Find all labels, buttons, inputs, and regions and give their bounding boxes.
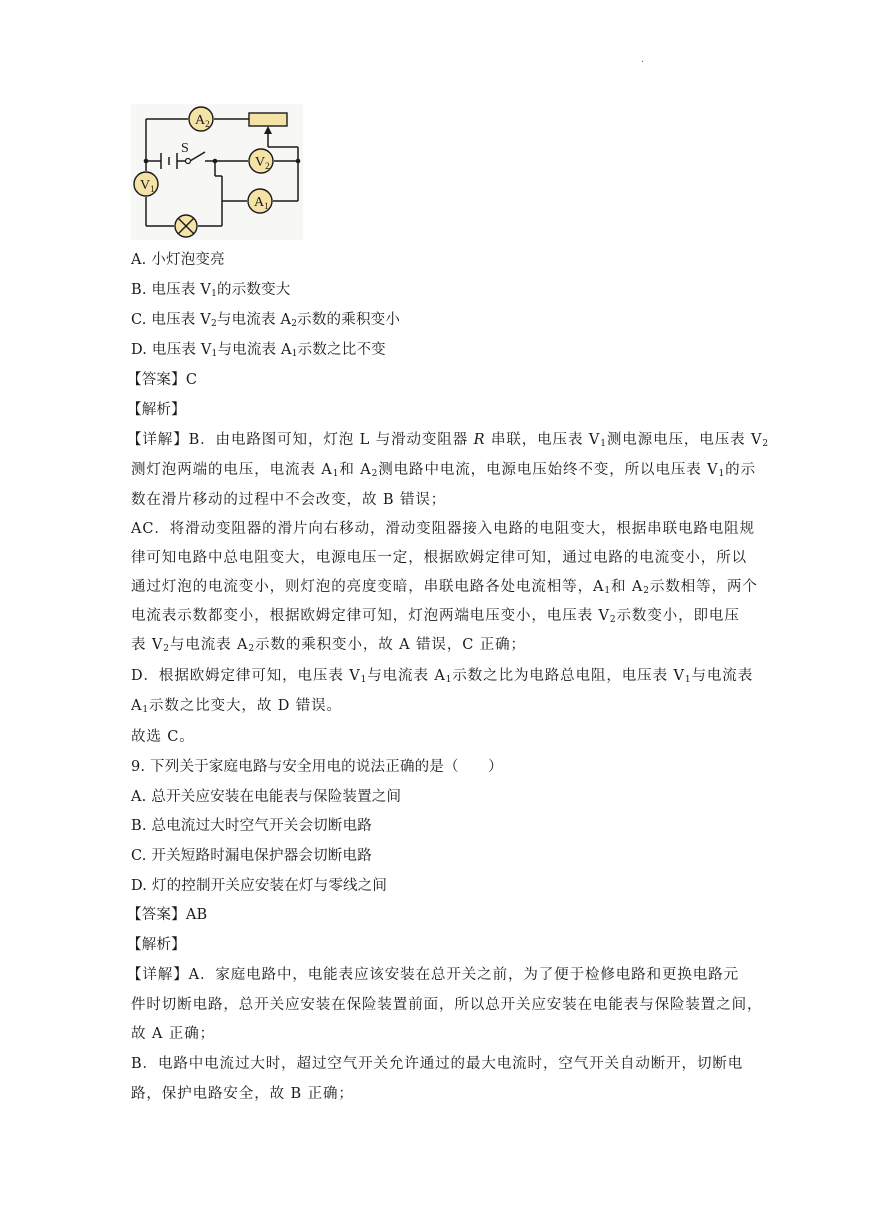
q8-answer: 【答案】C: [127, 372, 198, 388]
rheostat: [249, 113, 287, 126]
voltmeter-v1: [134, 172, 158, 196]
q9-detail-line: 故 A 正确；: [131, 1026, 215, 1042]
circuit-diagram: [131, 104, 303, 240]
q8-option-c: C. 电压表 $V_2$与电流表 $A_2$示数的乘积变小: [131, 312, 401, 329]
q9-question: 9. 下列关于家庭电路与安全用电的说法正确的是（ ）: [131, 759, 503, 775]
q9-detail-line: 【详解】A．家庭电路中，电能表应该安装在总开关之前，为了便于检修电路和更换电路元: [127, 967, 739, 983]
q9-option-a: A. 总开关应安装在电能表与保险装置之间: [131, 789, 402, 805]
q8-detail-line: 【详解】B．由电路图可知，灯泡 L 与滑动变阻器 R 串联，电压表 $V_1$测电源电压，电压表 $V_2$: [127, 432, 770, 449]
q9-option-d: D. 灯的控制开关应安装在灯与零线之间: [131, 878, 388, 894]
q9-analysis-label: 【解析】: [127, 937, 186, 953]
svg-text:A1: $A_1$: [254, 195, 269, 211]
q8-detail-line: 测灯泡两端的电压，电流表 $A_1$和 $A_2$测电路中电流，电源电压始终不变，所以电压表 $V_1$的示: [131, 462, 756, 479]
svg-text:A2: $A_2$: [195, 113, 210, 129]
q8-detail-line: $A_1$示数之比变大，故 D 错误。: [131, 698, 342, 715]
q8-detail-line: 电流表示数都变小，根据欧姆定律可知，灯泡两端电压变小，电压表 $V_2$示数变小，即电压: [131, 608, 740, 625]
q8-detail-line: 律可知电路中总电阻变大，电源电压一定，根据欧姆定律可知，通过电路的电流变小，所以: [131, 550, 747, 566]
q8-detail-line: 通过灯泡的电流变小，则灯泡的亮度变暗，串联电路各处电流相等，$A_1$和 $A_2$示数相等，两个: [131, 579, 758, 596]
svg-text:V1: $V_1$: [140, 178, 155, 194]
q8-detail-line: AC．将滑动变阻器的滑片向右移动，滑动变阻器接入电路的电阻变大，根据串联电路电阻规: [131, 521, 755, 537]
page-marker-dot: .: [641, 54, 645, 65]
q9-detail-line: 路，保护电路安全，故 B 正确；: [131, 1086, 354, 1102]
q8-option-a: A. 小灯泡变亮: [131, 252, 225, 268]
voltmeter-v2: [249, 149, 273, 173]
ammeter-a1: [248, 189, 272, 213]
lamp-icon: [175, 215, 197, 237]
q9-detail-line: B．电路中电流过大时，超过空气开关允许通过的最大电流时，空气开关自动断开，切断电: [131, 1056, 744, 1072]
q9-option-c: C. 开关短路时漏电保护器会切断电路: [131, 848, 372, 864]
q8-detail-line: 表 $V_2$与电流表 $A_2$示数的乘积变小，故 A 错误，C 正确；: [131, 637, 526, 654]
q8-detail-line: 数在滑片移动的过程中不会改变，故 B 错误；: [131, 492, 447, 508]
q8-option-b: B. 电压表 $V_1$的示数变大: [131, 282, 291, 299]
q8-conclusion: 故选 C。: [131, 729, 195, 745]
q8-analysis-label: 【解析】: [127, 402, 186, 418]
q8-detail-line: D．根据欧姆定律可知，电压表 $V_1$与电流表 $A_1$示数之比为电路总电阻，电压表 $V_1$与电流表: [131, 668, 754, 685]
switch-pivot: [186, 159, 191, 164]
svg-text:V2: $V_2$: [255, 155, 270, 171]
q9-detail-line: 件时切断电路，总开关应安装在保险装置前面，所以总开关应安装在电能表与保险装置之间，: [131, 997, 763, 1013]
switch-label: S: [181, 141, 189, 156]
q9-answer: 【答案】AB: [127, 907, 208, 923]
ammeter-a2: [189, 107, 213, 131]
q9-option-b: B. 总电流过大时空气开关会切断电路: [131, 818, 372, 834]
q8-option-d: D. 电压表 $V_1$与电流表 $A_1$示数之比不变: [131, 342, 386, 359]
